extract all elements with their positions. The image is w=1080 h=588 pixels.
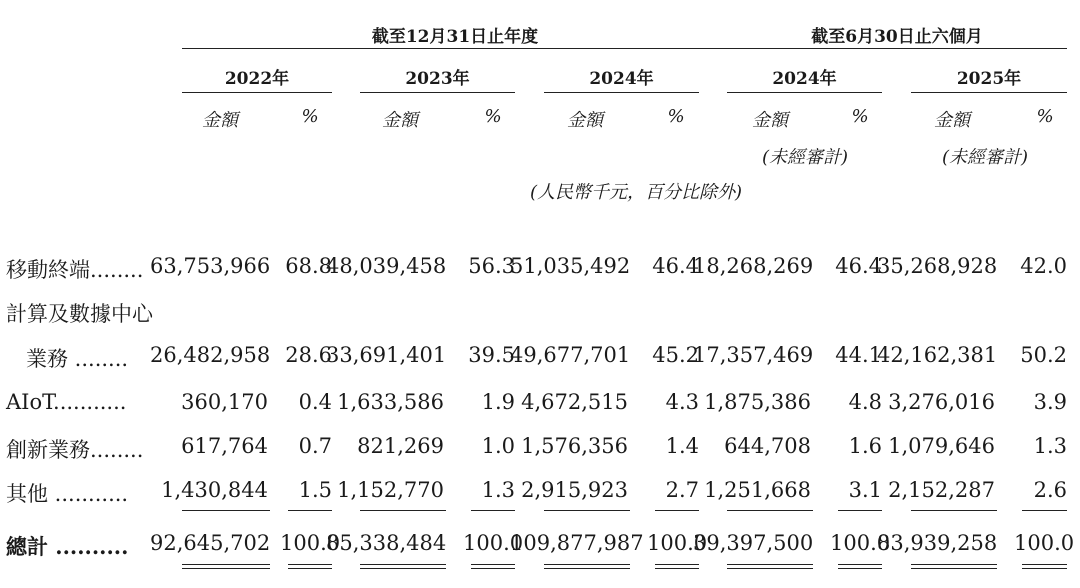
cell: 2,152,287 [888,478,995,502]
row-label-other: 其他 ........... [6,482,129,506]
unaudited-note: (未經審計) [761,147,849,168]
cell: 644,708 [724,434,811,458]
cell: 1,152,770 [337,478,444,502]
cell: 0.7 [298,434,332,458]
total-cell: 109,877,987 [510,531,644,555]
cell: 42,162,381 [877,343,998,367]
year-header-2022: 2022年 [224,69,290,89]
subtotal-rule [838,510,882,511]
amount-header: 金額 [202,110,238,131]
cell: 18,268,269 [693,254,814,278]
year-header-2025-h1: 2025年 [956,69,1022,89]
pct-header: % [851,106,869,127]
cell: 68.8 [285,254,332,278]
cell: 49,677,701 [510,343,631,367]
cell: 56.3 [468,254,515,278]
subtotal-rule [655,510,699,511]
total-cell: 39,397,500 [693,531,814,555]
total-double-rule [1022,564,1067,569]
amount-header: 金額 [382,110,418,131]
cell: 360,170 [181,390,268,414]
total-double-rule [471,564,515,569]
year-rule-2024-h1 [727,92,882,93]
total-cell: 100.0 [830,531,891,555]
subtotal-rule [911,510,997,511]
total-cell: 100.0 [1014,531,1075,555]
cell: 2.7 [665,478,699,502]
cell: 3,276,016 [888,390,995,414]
subtotal-rule [727,510,813,511]
pct-header: % [667,106,685,127]
row-label-mobile: 移動終端........ [6,258,144,282]
cell: 1,633,586 [337,390,444,414]
subtotal-rule [182,510,270,511]
cell: 63,753,966 [150,254,271,278]
total-double-rule [288,564,332,569]
cell: 4.8 [848,390,882,414]
cell: 35,268,928 [877,254,998,278]
cell: 1,251,668 [704,478,811,502]
cell: 821,269 [357,434,444,458]
cell: 1.3 [1033,434,1067,458]
total-cell: 83,939,258 [877,531,998,555]
total-double-rule [360,564,446,569]
cell: 46.4 [652,254,699,278]
cell: 33,691,401 [326,343,447,367]
amount-header: 金額 [934,110,970,131]
row-label-aiot: AIoT........... [6,390,127,414]
cell: 45.2 [652,343,699,367]
cell: 39.5 [468,343,515,367]
row-label-business: 業務 ........ [26,347,129,371]
total-double-rule [727,564,813,569]
group-rule-six-months [727,48,1067,49]
cell: 1.6 [848,434,882,458]
group-header-six-months: 截至6月30日止六個月 [811,27,983,47]
cell: 3.1 [848,478,882,502]
cell: 1.4 [665,434,699,458]
year-rule-2025-h1 [911,92,1067,93]
cell: 1,576,356 [521,434,628,458]
cell: 617,764 [181,434,268,458]
pct-header: % [1036,106,1054,127]
cell: 44.1 [835,343,882,367]
group-rule-fiscal-year [182,48,728,49]
cell: 2.6 [1033,478,1067,502]
amount-header: 金額 [752,110,788,131]
cell: 51,035,492 [510,254,631,278]
year-header-2024: 2024年 [589,69,654,89]
subtotal-rule [360,510,446,511]
cell: 0.4 [298,390,332,414]
total-cell: 100.0 [463,531,524,555]
cell: 26,482,958 [150,343,271,367]
row-label-compute-dc: 計算及數據中心 [6,302,153,326]
cell: 42.0 [1020,254,1067,278]
year-rule-2024 [544,92,699,93]
unit-note: (人民幣千元，百分比除外) [530,182,743,203]
cell: 1,430,844 [161,478,268,502]
amount-header: 金額 [567,110,603,131]
total-cell: 100.0 [280,531,341,555]
subtotal-rule [471,510,515,511]
cell: 1,079,646 [888,434,995,458]
cell: 1,875,386 [704,390,811,414]
pct-header: % [301,106,319,127]
total-double-rule [911,564,997,569]
total-cell: 92,645,702 [150,531,271,555]
total-cell: 85,338,484 [326,531,447,555]
unaudited-note: (未經審計) [941,147,1029,168]
cell: 1.5 [298,478,332,502]
subtotal-rule [544,510,630,511]
cell: 48,039,458 [326,254,447,278]
subtotal-rule [1022,510,1067,511]
cell: 1.9 [481,390,515,414]
total-double-rule [544,564,630,569]
year-rule-2023 [360,92,515,93]
cell: 28.6 [285,343,332,367]
total-double-rule [182,564,270,569]
cell: 3.9 [1033,390,1067,414]
cell: 46.4 [835,254,882,278]
year-rule-2022 [182,92,332,93]
pct-header: % [484,106,502,127]
group-header-fiscal-year: 截至12月31日止年度 [371,27,539,47]
cell: 2,915,923 [521,478,628,502]
cell: 50.2 [1020,343,1067,367]
subtotal-rule [288,510,332,511]
row-label-total: 總計 .......... [6,534,129,559]
total-cell: 100.0 [647,531,708,555]
cell: 1.3 [481,478,515,502]
cell: 4.3 [665,390,699,414]
cell: 17,357,469 [693,343,814,367]
row-label-innovation: 創新業務........ [6,438,144,462]
cell: 1.0 [481,434,515,458]
year-header-2024-h1: 2024年 [772,69,837,89]
total-double-rule [838,564,882,569]
year-header-2023: 2023年 [405,69,470,89]
cell: 4,672,515 [521,390,628,414]
total-double-rule [655,564,699,569]
